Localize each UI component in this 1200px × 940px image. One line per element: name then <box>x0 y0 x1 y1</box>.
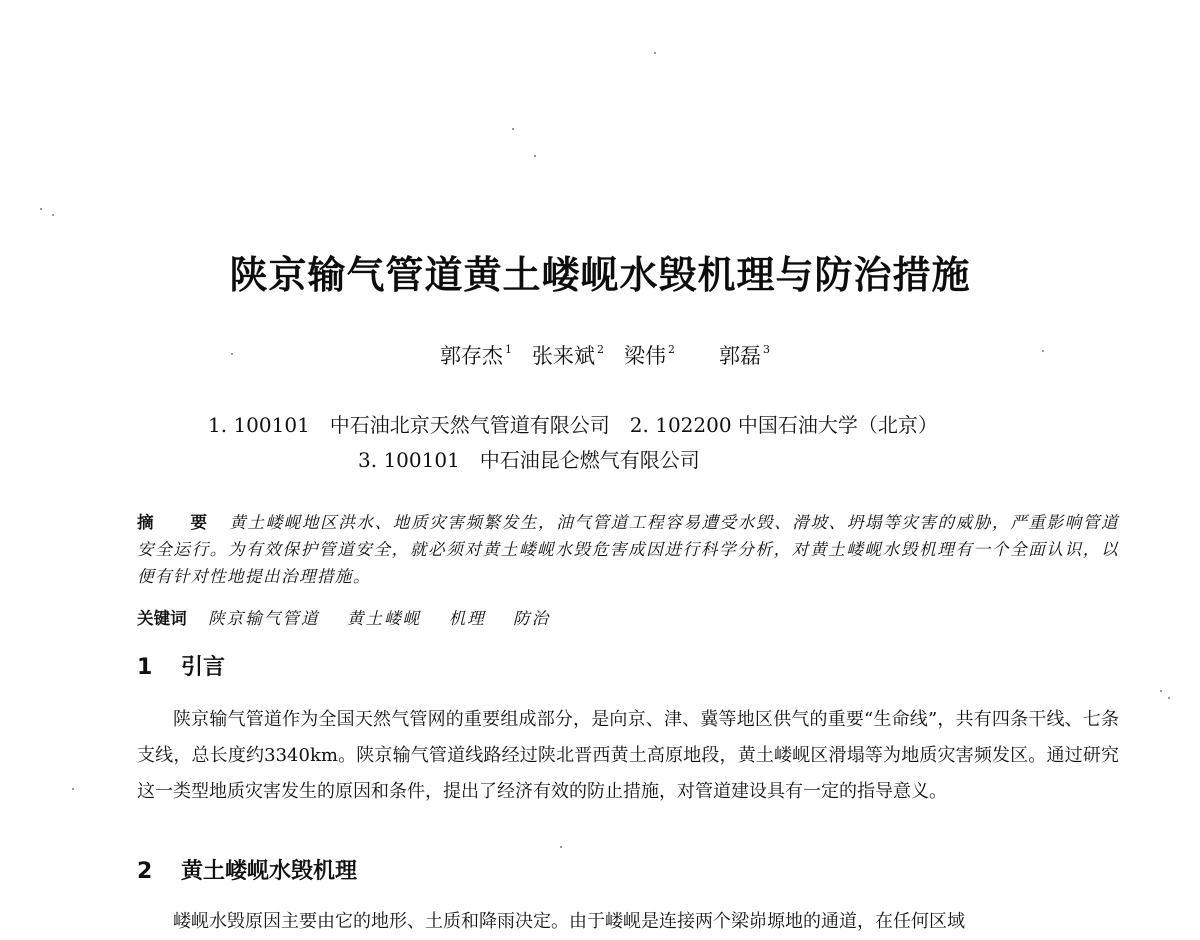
abstract-label: 摘 要 <box>137 513 218 532</box>
scan-speck <box>654 52 656 54</box>
scan-speck <box>534 155 536 157</box>
keyword: 防治 <box>513 609 551 628</box>
author-affiliation-mark: 2 <box>668 343 675 356</box>
scan-speck <box>40 208 42 210</box>
author: 郭磊 $^3$ <box>719 343 770 368</box>
scan-speck <box>72 788 74 790</box>
section-title: 引言 <box>181 655 226 680</box>
keyword: 陕京输气管道 <box>208 609 320 628</box>
section-heading <box>137 854 357 885</box>
body-paragraph: 陕京输气管道作为全国天然气管网的重要组成部分，是向京、津、冀等地区供气的重要“生命线”，共有四条干线、七条支线，总长度约3340km。陕京输气管道线路经过陕北晋西黄土高原地段，黄土嵝岘区滑塌等为地质灾害频发区。通过研究这一类型地质灾害发生的原因和条件，提出了经济有效的防止措施，对管道建设具有一定的指导意义。 <box>137 709 1119 802</box>
section-title: 黄土嵝岘水毁机理 <box>181 859 358 884</box>
scan-speck <box>1168 697 1170 699</box>
scan-speck <box>560 846 562 848</box>
author: 郭存杰 $^1$ <box>440 343 512 368</box>
section-number: 1 <box>137 655 153 680</box>
author: 梁伟 $^2$ <box>624 343 675 368</box>
paper-title: 陕京输气管道黄土嵝岘水毁机理与防治措施 <box>229 253 971 297</box>
author-affiliation-mark: 2 <box>597 343 604 356</box>
author-list <box>440 340 770 370</box>
keyword: 机理 <box>448 609 486 628</box>
section-heading <box>137 650 225 681</box>
affiliation-line: 1. 100101 中石油北京天然气管道有限公司 2. 102200 中国石油大学（北京） <box>208 413 938 437</box>
abstract <box>137 509 1119 590</box>
keywords <box>137 605 572 629</box>
affiliation-line: 3. 100101 中石油昆仑燃气有限公司 <box>358 448 700 472</box>
author-affiliation-mark: 1 <box>505 343 512 356</box>
abstract-text: 黄土嵝岘地区洪水、地质灾害频繁发生，油气管道工程容易遭受水毁、滑坡、坍塌等灾害的威胁，严重影响管道安全运行。为有效保护管道安全，就必须对黄土嵝岘水毁危害成因进行科学分析，对黄土嵝岘水毁机理有一个全面认识，以便有针对性地提出治理措施。 <box>137 513 1120 586</box>
keyword: 黄土嵝岘 <box>346 609 422 628</box>
author-affiliation-mark: 3 <box>763 343 770 356</box>
author: 张来斌 $^2$ <box>532 343 604 368</box>
scan-speck <box>231 353 233 355</box>
scan-speck <box>52 214 54 216</box>
scan-speck <box>512 128 514 130</box>
section-number: 2 <box>137 859 153 884</box>
scan-speck <box>1042 350 1044 352</box>
scan-speck <box>1160 690 1162 692</box>
keywords-label: 关键词 <box>137 609 187 628</box>
body-paragraph: 嵝岘水毁原因主要由它的地形、土质和降雨决定。由于嵝岘是连接两个梁峁塬地的通道，在任何区域 <box>173 911 965 932</box>
